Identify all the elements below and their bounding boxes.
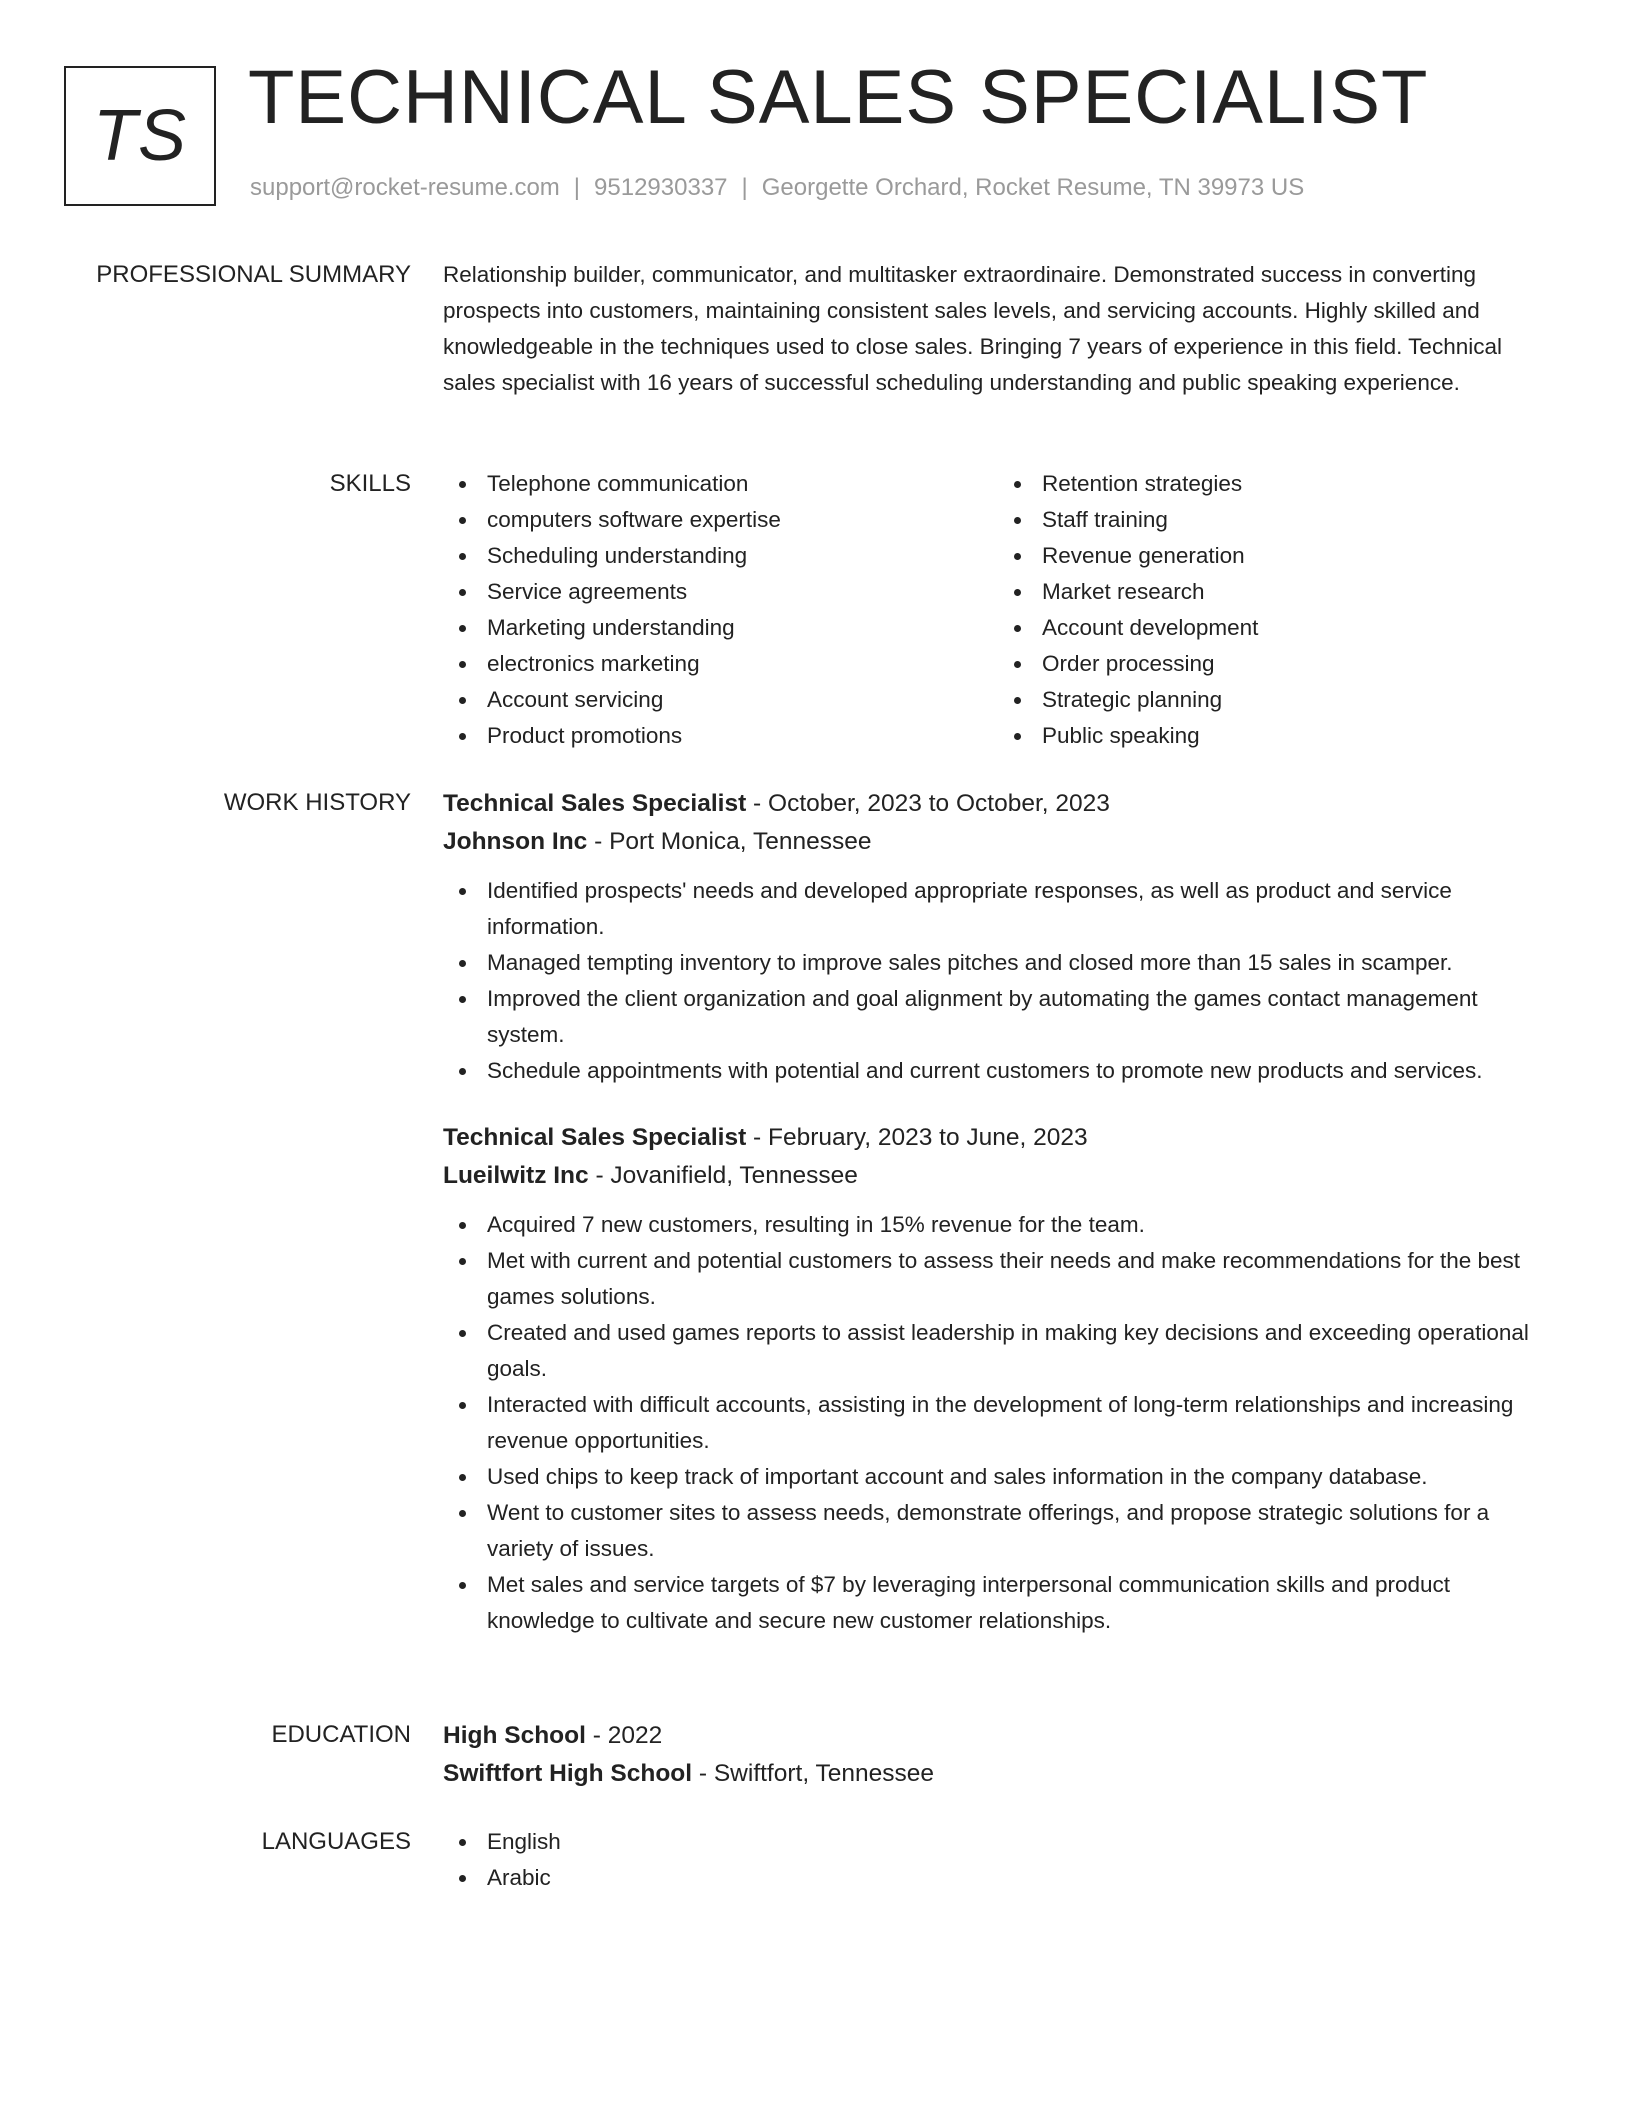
monogram-box	[64, 66, 216, 206]
skill-item: Product promotions	[487, 718, 998, 754]
job-location: - Port Monica, Tennessee	[587, 828, 872, 855]
job-company: Lueilwitz Inc	[443, 1162, 589, 1189]
skill-item: Strategic planning	[1042, 682, 1553, 718]
job-duty-item: Schedule appointments with potential and current customers to promote new products and services.	[487, 1053, 1553, 1089]
job-dates: - February, 2023 to June, 2023	[746, 1124, 1088, 1151]
job-duty-item: Acquired 7 new customers, resulting in 15% revenue for the team.	[487, 1207, 1553, 1243]
language-item: English	[487, 1824, 1553, 1860]
skill-item: Staff training	[1042, 502, 1553, 538]
skills-body	[443, 466, 1553, 754]
job-company-line	[443, 1157, 1553, 1195]
resume-title: TECHNICAL SALES SPECIALIST	[248, 55, 1429, 140]
languages-body	[443, 1824, 1553, 1896]
skill-item: electronics marketing	[487, 646, 998, 682]
contact-separator: |	[741, 174, 748, 201]
contact-phone: 9512930337	[594, 174, 728, 201]
work-history-body	[443, 785, 1553, 1669]
education-degree-line	[443, 1717, 1553, 1755]
skill-item: Retention strategies	[1042, 466, 1553, 502]
skill-item: Scheduling understanding	[487, 538, 998, 574]
skills-list-left	[443, 466, 998, 754]
job-title-line	[443, 785, 1553, 823]
contact-separator: |	[573, 174, 581, 201]
education-location: - Swiftfort, Tennessee	[692, 1760, 934, 1787]
contact-line	[250, 174, 1304, 202]
skill-item: Order processing	[1042, 646, 1553, 682]
summary-label: PROFESSIONAL SUMMARY	[96, 261, 411, 288]
skill-item: Marketing understanding	[487, 610, 998, 646]
languages-label: LANGUAGES	[261, 1828, 411, 1855]
job-duty-item: Interacted with difficult accounts, assisting in the development of long-term relationships and increasing revenue opportunities.	[487, 1387, 1553, 1459]
skills-label: SKILLS	[329, 470, 411, 497]
job-duty-item: Identified prospects' needs and developed appropriate responses, as well as product and service information.	[487, 873, 1553, 945]
education-school: Swiftfort High School	[443, 1760, 693, 1787]
job-duties-list	[443, 1207, 1553, 1639]
languages-list	[443, 1824, 1553, 1896]
education-year: - 2022	[585, 1722, 663, 1749]
job-title: Technical Sales Specialist	[443, 790, 747, 817]
job-company: Johnson Inc	[443, 828, 588, 855]
education-label: EDUCATION	[271, 1721, 411, 1748]
contact-email: support@rocket-resume.com	[250, 174, 560, 201]
education-degree: High School	[443, 1722, 586, 1749]
job-company-line	[443, 823, 1553, 861]
education-body	[443, 1717, 1553, 1793]
job-dates: - October, 2023 to October, 2023	[746, 790, 1110, 817]
education-school-line	[443, 1755, 1553, 1793]
summary-text: Relationship builder, communicator, and multitasker extraordinaire. Demonstrated success in converting prospects into customers, maintaining consistent sales levels, and servicing accounts. Highly skilled and knowledgeable in the techniques used to close sales. Bringing 7 years of experience in this field. Technical sales specialist with 16 years of successful scheduling understanding and public speaking experience.	[443, 262, 1502, 395]
job-title: Technical Sales Specialist	[443, 1124, 747, 1151]
work-history-label: WORK HISTORY	[223, 789, 411, 816]
skill-item: Public speaking	[1042, 718, 1553, 754]
job-duty-item: Managed tempting inventory to improve sales pitches and closed more than 15 sales in scamper.	[487, 945, 1553, 981]
skill-item: Account servicing	[487, 682, 998, 718]
job-duty-item: Created and used games reports to assist leadership in making key decisions and exceeding operational goals.	[487, 1315, 1553, 1387]
skill-item: Market research	[1042, 574, 1553, 610]
language-item: Arabic	[487, 1860, 1553, 1896]
job-title-line	[443, 1119, 1553, 1157]
skill-item: Account development	[1042, 610, 1553, 646]
job-duty-item: Met sales and service targets of $7 by leveraging interpersonal communication skills and product knowledge to cultivate and secure new customer relationships.	[487, 1567, 1553, 1639]
skill-item: Revenue generation	[1042, 538, 1553, 574]
job-duty-item: Improved the client organization and goal alignment by automating the games contact management system.	[487, 981, 1553, 1053]
job-location: - Jovanifield, Tennessee	[588, 1162, 858, 1189]
contact-address: Georgette Orchard, Rocket Resume, TN 39973 US	[761, 174, 1305, 201]
skill-item: Telephone communication	[487, 466, 998, 502]
summary-body	[443, 257, 1553, 401]
job-duty-item: Used chips to keep track of important account and sales information in the company database.	[487, 1459, 1553, 1495]
job-duties-list	[443, 873, 1553, 1089]
skill-item: computers software expertise	[487, 502, 998, 538]
monogram-initials: TS	[92, 96, 187, 176]
job-duty-item: Met with current and potential customers to assess their needs and make recommendations for the best games solutions.	[487, 1243, 1553, 1315]
skills-list-right	[998, 466, 1553, 754]
job-entry	[443, 785, 1553, 1089]
skill-item: Service agreements	[487, 574, 998, 610]
job-duty-item: Went to customer sites to assess needs, demonstrate offerings, and propose strategic solutions for a variety of issues.	[487, 1495, 1553, 1567]
job-entry	[443, 1119, 1553, 1639]
